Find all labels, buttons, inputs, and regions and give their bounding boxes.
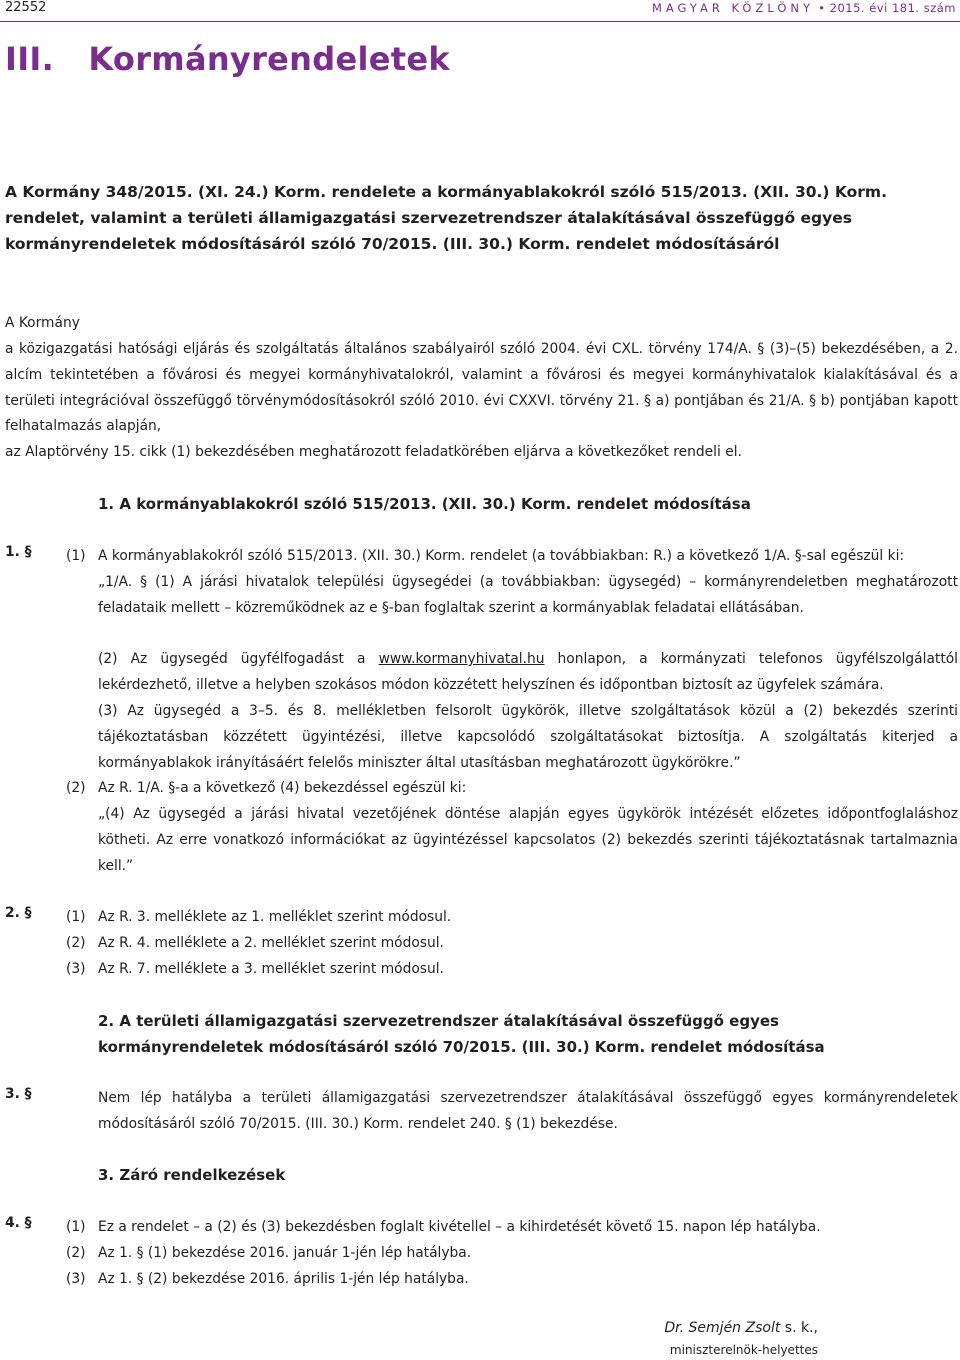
subsection-text: A kormányablakokról szóló 515/2013. (XII. 30.) Korm. rendelet (a továbbiakban: R.) a következő 1/A. §-sal egészül ki:: [98, 548, 905, 564]
journal-issue: 2015. évi 181. szám: [829, 1, 956, 15]
section-heading-2: 2. A területi államigazgatási szervezetrendszer átalakításával összefüggő egyes kormányrendeletek módosításáról szóló 70/2015. (III. 30.) Korm. rendelet módosítása: [98, 1012, 825, 1056]
section-heading-1: 1. A kormányablakokról szóló 515/2013. (XII. 30.) Korm. rendelet módosítása: [98, 495, 751, 513]
subsection-text: Az 1. § (1) bekezdése 2016. január 1-jén lép hatályba.: [98, 1245, 472, 1261]
signatory-suffix: s. k.,: [780, 1320, 818, 1336]
signatory-name: Dr. Semjén Zsolt: [664, 1320, 781, 1336]
preamble-closing: az Alaptörvény 15. cikk (1) bekezdésében meghatározott feladatkörében eljárva a következőket rendeli el.: [5, 444, 742, 460]
subsection-number: (1): [66, 1219, 86, 1235]
journal-name: MAGYAR KÖZLÖNY: [651, 1, 815, 15]
header-divider: [0, 21, 960, 22]
quoted-paragraph-1: „1/A. § (1) A járási hivatalok települési ügysegédei (a továbbiakban: ügysegéd) – kormányrendeletben meghatározott feladataik mellett – közreműködnek az e §-ban foglaltak szerint a kormányablak feladatai ellátásában.: [98, 574, 958, 616]
paragraph-number-1: 1. §: [5, 544, 32, 560]
subsection-text: Az 1. § (2) bekezdése 2016. április 1-jén lép hatályba.: [98, 1271, 469, 1287]
subsection-text: Az R. 7. melléklete a 3. melléklet szerint módosul.: [98, 961, 444, 977]
paragraph-number-4: 4. §: [5, 1215, 32, 1231]
subsection-text: Az R. 4. melléklete a 2. melléklet szerint módosul.: [98, 935, 444, 951]
subsection-number: (2): [66, 1245, 86, 1261]
chapter-title: III. Kormányrendeletek: [5, 40, 450, 78]
signatory: [664, 1320, 818, 1336]
paragraph-text-3: Nem lép hatályba a területi államigazgatási szervezetrendszer átalakításával összefüggő egyes kormányrendeletek módosításáról szóló 70/2015. (III. 30.) Korm. rendelet 240. § (1) bekezdése.: [98, 1090, 958, 1132]
quoted-paragraph-4: „(4) Az ügysegéd a járási hivatal vezetőjének döntése alapján egyes ügykörök intézését előzetes időpontfoglaláshoz kötheti. Az erre vonatkozó információkat az ügyintézéssel kapcsolatos (2) bekezdés szerinti tájékoztatásnak tartalmaznia kell.”: [98, 806, 958, 874]
subsection-number: (3): [66, 1271, 86, 1287]
subsection-number: (1): [66, 909, 86, 925]
subsection-number: (2): [66, 935, 86, 951]
page-number: 22552: [5, 0, 47, 15]
subsection-number: (2): [66, 780, 86, 796]
subsection-text: Az R. 1/A. §-a a következő (4) bekezdéssel egészül ki:: [98, 780, 467, 796]
subsection-text: Az R. 3. melléklete az 1. melléklet szerint módosul.: [98, 909, 452, 925]
preamble-text: a közigazgatási hatósági eljárás és szolgáltatás általános szabályairól szóló 2004. évi CXL. törvény 174/A. § (3)–(5) bekezdésében, a 2. alcím tekintetében a fővárosi és megyei kormányhivatalokról, valamint a fővárosi és megyei kormányhivatalok kialakításával és a területi integrációval összefüggő törvénymódosításokról szóló 2010. évi CXXVI. törvény 21. § a) pontjában és 21/A. § b) pontjában kapott felhatalmazás alapján,: [5, 341, 958, 435]
header-bullet: •: [818, 1, 826, 15]
decree-title: A Kormány 348/2015. (XI. 24.) Korm. rendelete a kormányablakokról szóló 515/2013. (XII. 30.) Korm. rendelet, valamint a területi államigazgatási szervezetrendszer átalakításával összefüggő egyes kormányrendeletek módosításáról szóló 70/2015. (III. 30.) Korm. rendelet módosításáról: [5, 183, 887, 253]
quote2-pre: (2) Az ügysegéd ügyfélfogadást a: [98, 651, 379, 667]
paragraph-number-2: 2. §: [5, 905, 32, 921]
quoted-paragraph-2: [98, 647, 958, 699]
quote2-post: honlapon, a kormányzati telefonos ügyfélszolgálattól lekérdezhető, illetve a helyben szokásos módon közzétett helyszínen és időpontban biztosít az ügyfelek számára.: [98, 651, 958, 693]
paragraph-number-3: 3. §: [5, 1086, 32, 1102]
kormanyhivatal-link[interactable]: www.kormanyhivatal.hu: [378, 651, 545, 667]
subsection-number: (1): [66, 548, 86, 564]
subsection-number: (3): [66, 961, 86, 977]
section-heading-3: 3. Záró rendelkezések: [98, 1166, 286, 1184]
signatory-title: miniszterelnök-helyettes: [669, 1343, 818, 1357]
quoted-paragraph-3: (3) Az ügysegéd a 3–5. és 8. mellékletben felsorolt ügykörök, illetve szolgáltatások közül a (2) bekezdés szerinti tájékoztatásban közzétett ügyintézési, illetve kapcsolódó szolgáltatásokat biztosítja. A szolgáltatás kiterjed a kormányablakok irányításáért felelős miniszter által utasításban meghatározott ügykörökre.”: [98, 703, 958, 771]
journal-header: [652, 1, 956, 15]
subsection-text: Ez a rendelet – a (2) és (3) bekezdésben foglalt kivétellel – a kihirdetését követő 15. napon lép hatályba.: [98, 1219, 821, 1235]
preamble-subject: A Kormány: [5, 315, 80, 331]
